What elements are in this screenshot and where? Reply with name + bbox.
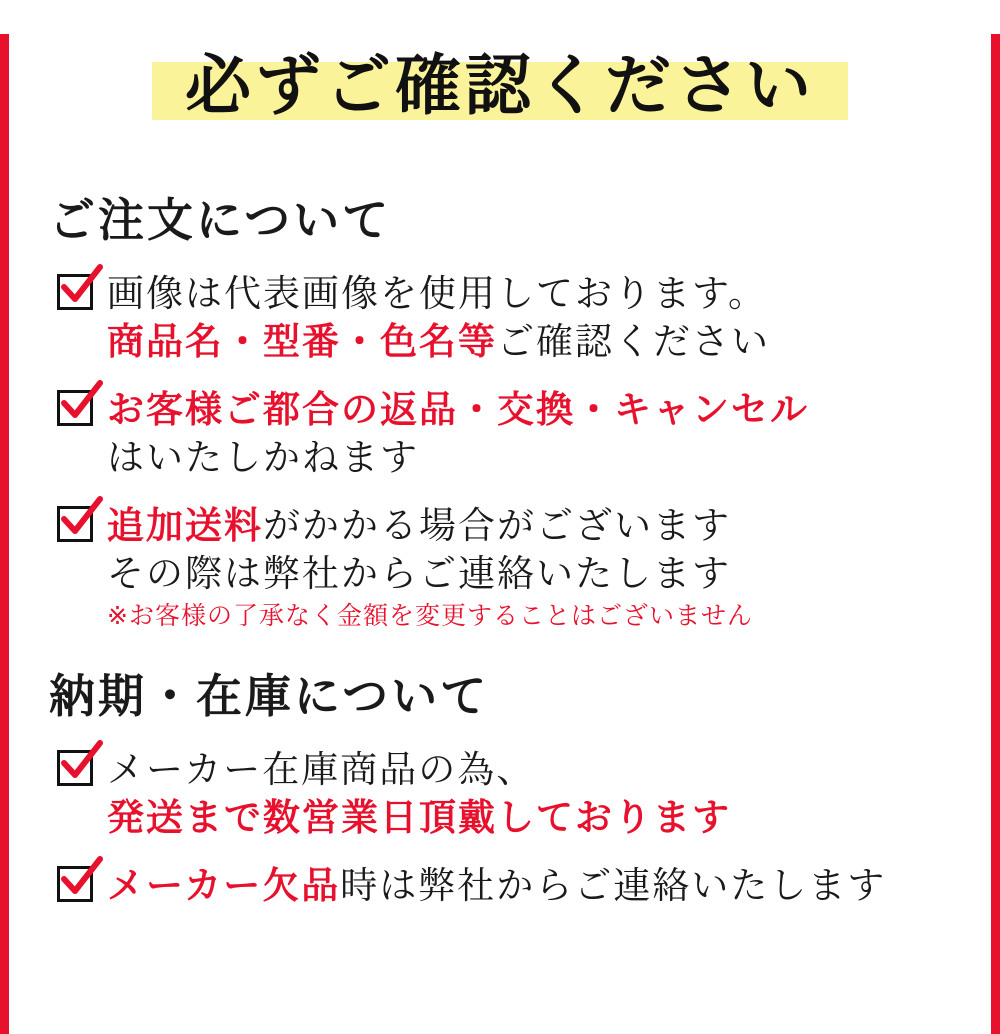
item-line-text: はいたしかねます (107, 436, 419, 479)
item-line (107, 502, 965, 550)
item-line-text-red: 商品名・型番・色名等 (107, 320, 497, 363)
list-item (35, 386, 965, 482)
item-line (107, 270, 965, 318)
item-line (107, 386, 965, 434)
item-line-text-red: 追加送料 (107, 504, 263, 547)
item-line-text-red: 発送まで数営業日頂戴しております (107, 796, 731, 839)
checkbox-checked-icon (57, 866, 93, 902)
checkbox-checked-icon (57, 274, 93, 310)
notice-content (9, 34, 991, 1034)
item-line-text: 時は弊社からご連絡いたします (340, 864, 887, 907)
item-line (107, 794, 965, 842)
item-note: ※お客様の了承なく金額を変更することはございません (107, 601, 753, 630)
item-line-text: 画像は代表画像を使用しております。 (107, 272, 768, 315)
item-line (107, 862, 965, 910)
checkbox-checked-icon (57, 506, 93, 542)
list-item (35, 862, 965, 910)
item-line (107, 550, 965, 598)
list-item (35, 746, 965, 842)
list-item (35, 502, 965, 634)
page-title-text: 必ずご確認ください (185, 47, 815, 124)
list-item (35, 270, 965, 366)
item-line-text-red: お客様ご都合の返品・交換・キャンセル (107, 388, 809, 431)
section-heading-order: ご注文について (49, 193, 392, 247)
item-line (107, 746, 965, 794)
item-line (107, 434, 965, 482)
checkbox-checked-icon (57, 390, 93, 426)
item-line-text: その際は弊社からご連絡いたします (107, 552, 731, 595)
checkbox-checked-icon (57, 750, 93, 786)
item-line-text: ご確認ください (497, 320, 770, 363)
item-line-text-red: メーカー欠品 (107, 864, 341, 907)
item-line-text: がかかる場合がございます (263, 504, 731, 547)
item-line-text: メーカー在庫商品の為、 (107, 748, 536, 791)
section-heading-delivery: 納期・在庫について (49, 669, 490, 723)
page-title (35, 34, 965, 138)
item-line (107, 318, 965, 366)
notice-page (0, 34, 1000, 1034)
